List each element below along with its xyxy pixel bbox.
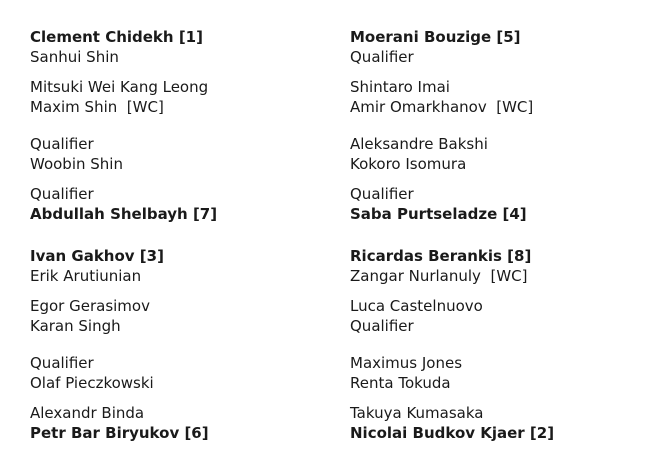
player-name: Woobin Shin bbox=[30, 155, 123, 173]
draw-match bbox=[30, 77, 330, 117]
draw-column-right bbox=[350, 27, 650, 443]
player-name: Renta Tokuda bbox=[350, 374, 451, 392]
player-name: Maximus Jones bbox=[350, 354, 463, 372]
player-name-seeded: Moerani Bouzige [5] bbox=[350, 28, 521, 46]
player-name: Egor Gerasimov bbox=[30, 297, 150, 315]
player-name: Qualifier bbox=[30, 135, 94, 153]
player-name: Maxim Shin [WC] bbox=[30, 98, 164, 116]
player-name: Erik Arutiunian bbox=[30, 267, 142, 285]
draw-match bbox=[350, 77, 650, 117]
player-name: Qualifier bbox=[350, 48, 414, 66]
player-name-seeded: Clement Chidekh [1] bbox=[30, 28, 203, 46]
draw-match bbox=[350, 246, 650, 286]
draw-match bbox=[350, 184, 650, 224]
draw-match bbox=[30, 296, 330, 336]
player-name-seeded: Ivan Gakhov [3] bbox=[30, 247, 164, 265]
draw-match bbox=[30, 184, 330, 224]
player-name: Zangar Nurlanuly [WC] bbox=[350, 267, 528, 285]
player-name: Qualifier bbox=[350, 317, 414, 335]
player-name-seeded: Nicolai Budkov Kjaer [2] bbox=[350, 424, 555, 442]
draw-match bbox=[30, 403, 330, 443]
draw-match bbox=[30, 246, 330, 286]
player-name: Aleksandre Bakshi bbox=[350, 135, 488, 153]
player-name: Alexandr Binda bbox=[30, 404, 145, 422]
draw-match bbox=[350, 134, 650, 174]
draw-quarter-2 bbox=[30, 246, 330, 443]
player-name-seeded: Abdullah Shelbayh [7] bbox=[30, 205, 218, 223]
draw-quarter-3 bbox=[350, 27, 650, 224]
draw-match bbox=[350, 27, 650, 67]
player-name: Takuya Kumasaka bbox=[350, 404, 484, 422]
draw-match bbox=[30, 27, 330, 67]
draw-quarter-1 bbox=[30, 27, 330, 224]
player-name-seeded: Saba Purtseladze [4] bbox=[350, 205, 527, 223]
player-name: Karan Singh bbox=[30, 317, 121, 335]
player-name: Qualifier bbox=[30, 185, 94, 203]
draw-match bbox=[350, 403, 650, 443]
draw-match bbox=[30, 134, 330, 174]
draw-match bbox=[350, 353, 650, 393]
player-name-seeded: Petr Bar Biryukov [6] bbox=[30, 424, 209, 442]
player-name: Kokoro Isomura bbox=[350, 155, 467, 173]
player-name: Shintaro Imai bbox=[350, 78, 450, 96]
player-name: Amir Omarkhanov [WC] bbox=[350, 98, 534, 116]
player-name: Mitsuki Wei Kang Leong bbox=[30, 78, 209, 96]
draw-quarter-4 bbox=[350, 246, 650, 443]
player-name: Qualifier bbox=[350, 185, 414, 203]
draw-match bbox=[350, 296, 650, 336]
player-name-seeded: Ricardas Berankis [8] bbox=[350, 247, 532, 265]
player-name: Sanhui Shin bbox=[30, 48, 119, 66]
draw-column-left bbox=[30, 27, 330, 443]
player-name: Olaf Pieczkowski bbox=[30, 374, 154, 392]
draw-match bbox=[30, 353, 330, 393]
player-name: Qualifier bbox=[30, 354, 94, 372]
player-name: Luca Castelnuovo bbox=[350, 297, 483, 315]
